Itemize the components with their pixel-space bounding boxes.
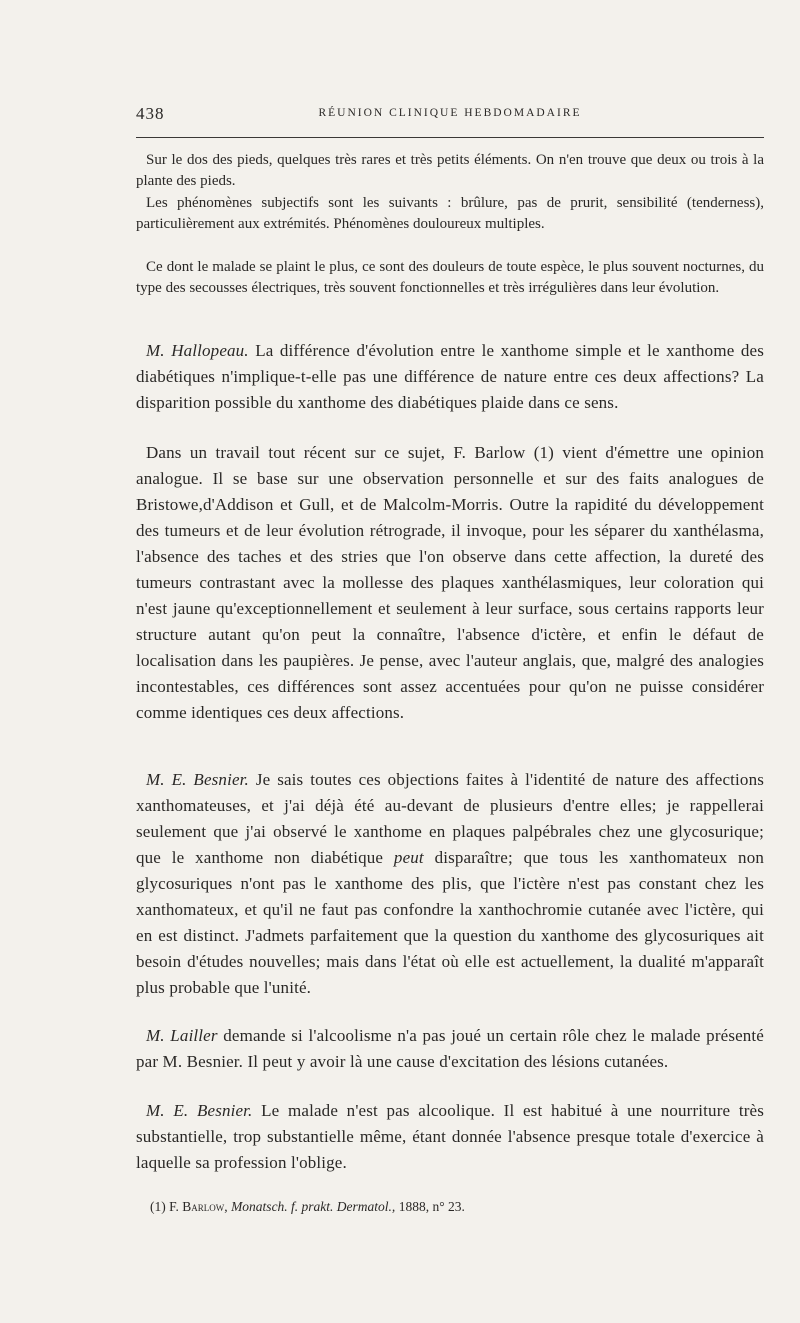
speaker-name: M. Lailler [146, 1026, 218, 1045]
paragraph-text: disparaître; que tous les xanthomateux non glycosuriques n'ont pas le xanthome des plis, que l'ictère n'est pas constant chez les xanthomateux, et qu'il ne faut pas confondre la xanthochromie cutanée avec l'ictère, qui en est distinct. J'admets parfaitement que la question du xanthome des glycosuriques ait besoin d'études nouvelles; mais dans l'état où elle est actuellement, la dualité m'apparaît plus probable que l'unité. [136, 848, 765, 997]
paragraph-text: La différence d'évolution entre le xanthome simple et le xanthome des diabétiques n'implique-t-elle pas une différence de nature entre ces deux affections? La disparition possible du xanthome des diabétiques plaide dans ce sens. [136, 341, 764, 412]
running-title: RÉUNION CLINIQUE HEBDOMADAIRE [318, 107, 582, 119]
footnote [150, 1198, 750, 1216]
paragraph-pains [136, 257, 764, 299]
paragraph-text: Je sais toutes ces objections faites à l'identité de nature des affections xanthomateuses, et j'ai déjà été au-devant de plusieurs d'entre elles; je rappellerai seulement que j'ai observé le xanthome en plaques palpébrales chez une glycosurique; que le xanthome non diabétique [136, 770, 764, 867]
speaker-name: M. E. Besnier. [146, 770, 249, 789]
footnote-rest: 1888, n° 23. [398, 1199, 465, 1214]
footnote-journal: Monatsch. f. prakt. Dermatol., [231, 1199, 396, 1214]
header-rule [136, 137, 764, 138]
paragraph-text: demande si l'alcoolisme n'a pas joué un certain rôle chez le malade présenté par M. Besnier. Il peut y avoir là une cause d'excitation des lésions cutanées. [136, 1026, 764, 1071]
paragraph-besnier-conclusion [136, 1098, 764, 1176]
paragraph-text: Le malade n'est pas alcoolique. Il est habitué à une nourriture très substantielle, trop substantielle même, étant donnée l'absence presque totale d'exercice à laquelle sa profession l'oblige. [136, 1101, 765, 1172]
footnote-author: F. Barlow, [169, 1199, 228, 1214]
paragraph-text: Dans un travail tout récent sur ce sujet, F. Barlow (1) vient d'émettre une opinion analogue. Il se base sur une observation personnelle et sur des faits analogues de Bristowe,d'Addison et Gull, et de Malcolm-Morris. Outre la rapidité du développement des tumeurs et de leur évolution rétrograde, il invoque, pour les séparer du xanthélasma, l'absence des taches et des stries que l'on observe dans cette affection, la dureté des tumeurs contrastant avec la mollesse des plaques xanthélasmiques, leur coloration qui n'est jaune qu'exceptionnellement et seulement à leur surface, sous certains rapports leur structure autant qu'on peut la connaître, l'absence d'ictère, et enfin le défaut de localisation dans les paupières. Je pense, avec l'auteur anglais, que, malgré des analogies incontestables, ces différences sont assez accentuées pour qu'on ne puisse considérer comme identiques ces deux affections. [136, 443, 764, 722]
footnote-marker: (1) [150, 1199, 166, 1214]
paragraph-subjective-symptoms [136, 193, 764, 235]
paragraph-lailler [136, 1023, 764, 1075]
paragraph-besnier-reply [136, 767, 764, 1001]
paragraph-feet [136, 150, 764, 192]
paragraph-text: Ce dont le malade se plaint le plus, ce sont des douleurs de toute espèce, le plus souvent nocturnes, du type des secousses électriques, très souvent fonctionnelles et très irrégulières dans leur évolution. [136, 259, 764, 296]
paragraph-text: Sur le dos des pieds, quelques très rares et très petits éléments. On n'en trouve que deux ou trois à la plante des pieds. [136, 152, 764, 189]
speaker-name: M. E. Besnier. [146, 1101, 253, 1120]
paragraph-hallopeau [136, 338, 764, 416]
speaker-name: M. Hallopeau. [146, 341, 249, 360]
paragraph-barlow-work [136, 440, 764, 726]
page-number: 438 [136, 104, 165, 123]
paragraph-text: Les phénomènes subjectifs sont les suivants : brûlure, pas de prurit, sensibilité (tenderness), particulièrement aux extrémités. Phénomènes douloureux multiples. [136, 195, 764, 232]
emphasis-word: peut [393, 848, 424, 867]
page-header [136, 104, 764, 130]
